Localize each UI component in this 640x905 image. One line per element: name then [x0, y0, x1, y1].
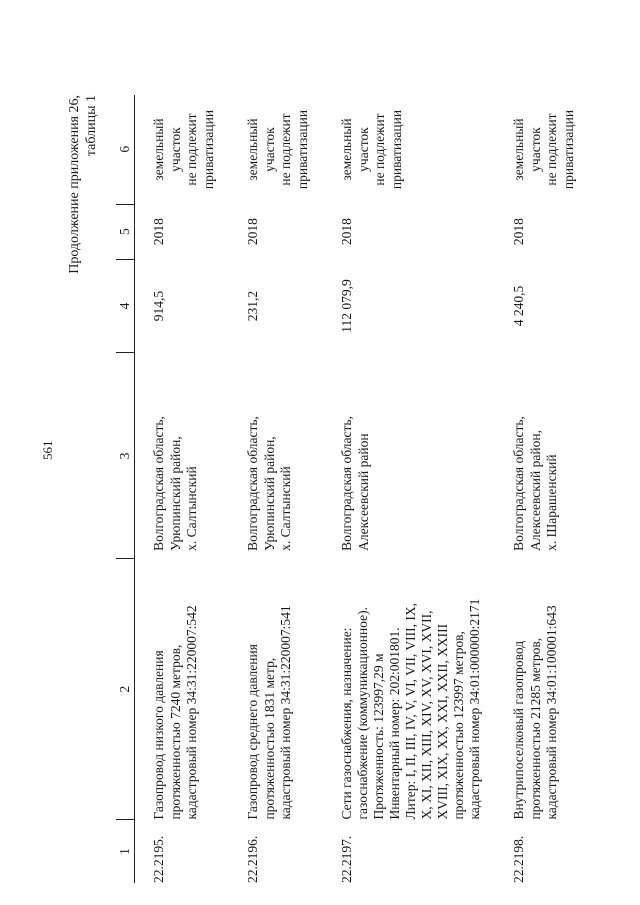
name-line: кадастровый номер 34:31:220007:542	[184, 605, 199, 820]
object-year: 2018	[511, 218, 526, 246]
name-line: кадастровый номер 34:31:220007:541	[278, 605, 293, 820]
address-line: Волгоградская область,	[245, 416, 260, 551]
object-note	[135, 95, 230, 204]
note-line: земельный	[151, 118, 166, 181]
name-line: Газопровод среднего давления	[245, 644, 260, 820]
object-note	[495, 95, 589, 204]
object-year: 2018	[245, 218, 260, 246]
object-value: 231,2	[245, 290, 260, 322]
row-number: 22.2197.	[339, 835, 354, 883]
note-line: не подлежит	[372, 113, 387, 186]
address-line: Урюпинский район,	[167, 436, 183, 551]
note-line: участок	[527, 127, 543, 172]
object-address	[135, 353, 230, 559]
name-line: протяженностью 123997 метров,	[451, 631, 466, 820]
note-line: приватизации	[200, 109, 216, 190]
header-col-4: 4	[116, 259, 135, 353]
object-value: 4 240,5	[511, 285, 526, 327]
row-number: 22.2198.	[511, 835, 526, 883]
note-line: участок	[261, 127, 277, 172]
continuation-heading	[66, 95, 100, 425]
header-col-6: 6	[116, 95, 135, 204]
object-address	[229, 353, 323, 559]
page-number: 561	[40, 440, 55, 460]
address-line: Волгоградская область,	[339, 416, 354, 551]
address-line: Алексеевский район	[355, 433, 371, 551]
object-year: 2018	[339, 218, 354, 246]
name-line: Литер: I, II, III, IV, V, VI, VII, VIII, IX,	[403, 603, 418, 820]
name-line: газоснабжение (коммуникационное).	[355, 607, 370, 820]
note-line: не подлежит	[278, 113, 293, 186]
row-number: 22.2196.	[245, 835, 260, 883]
object-note	[229, 95, 323, 204]
continuation-line-2: таблицы 1	[84, 95, 99, 157]
name-line: Инвентарный номер: 202:001801.	[387, 627, 402, 820]
row-number: 22.2195.	[151, 835, 166, 883]
continuation-line-1: Продолжение приложения 26,	[67, 95, 82, 274]
address-line: х. Салтынский	[278, 466, 293, 551]
object-value: 914,5	[151, 290, 166, 322]
object-address	[495, 353, 589, 559]
name-line: протяженностью 21285 метров,	[527, 637, 543, 820]
name-line: кадастровый номер 34:01:000000:2171	[467, 598, 482, 820]
object-name	[229, 559, 323, 820]
table-row	[229, 95, 323, 883]
note-line: не подлежит	[544, 113, 559, 186]
table-row	[495, 95, 589, 883]
header-col-3: 3	[116, 353, 135, 559]
object-address	[323, 353, 495, 559]
note-line: не подлежит	[184, 113, 199, 186]
header-col-2: 2	[116, 559, 135, 820]
address-line: Волгоградская область,	[511, 416, 526, 551]
note-line: приватизации	[560, 109, 576, 190]
address-line: х. Салтынский	[184, 466, 199, 551]
name-line: кадастровый номер 34:01:100001:643	[544, 605, 559, 820]
object-name	[495, 559, 589, 820]
table-row	[323, 95, 495, 883]
address-line: Волгоградская область,	[151, 416, 166, 551]
object-name	[135, 559, 230, 820]
table-row	[135, 95, 230, 883]
name-line: протяженностью 1831 метр,	[261, 657, 277, 820]
name-line: X, XI, XII, XIII, XIV, XV, XVI, XVII,	[419, 610, 434, 820]
name-line: Газопровод низкого давления	[151, 650, 166, 820]
property-table	[116, 95, 589, 883]
note-line: земельный	[245, 118, 260, 181]
name-line: Протяженность: 123997,29 м	[371, 653, 386, 820]
name-line: Сети газоснабжения, назначение:	[339, 627, 354, 820]
note-line: приватизации	[294, 109, 310, 190]
note-line: участок	[355, 127, 371, 172]
name-line: Внутрипоселковый газопровод	[511, 640, 526, 820]
address-line: Урюпинский район,	[261, 436, 277, 551]
note-line: земельный	[339, 118, 354, 181]
table-header-row	[116, 95, 135, 883]
note-line: приватизации	[388, 109, 404, 190]
address-line: х. Шарашенский	[544, 454, 559, 551]
note-line: земельный	[511, 118, 526, 181]
name-line: XVIII, XIX, XX, XXI, XXII, XXIII	[435, 623, 450, 820]
header-col-5: 5	[116, 204, 135, 259]
header-col-1: 1	[116, 820, 135, 883]
object-value: 112 079,9	[339, 279, 354, 333]
note-line: участок	[167, 127, 183, 172]
address-line: Алексеевский район,	[527, 430, 543, 551]
object-name	[323, 559, 495, 820]
object-year: 2018	[151, 218, 166, 246]
object-note	[323, 95, 495, 204]
name-line: протяженностью 7240 метров,	[167, 644, 183, 820]
